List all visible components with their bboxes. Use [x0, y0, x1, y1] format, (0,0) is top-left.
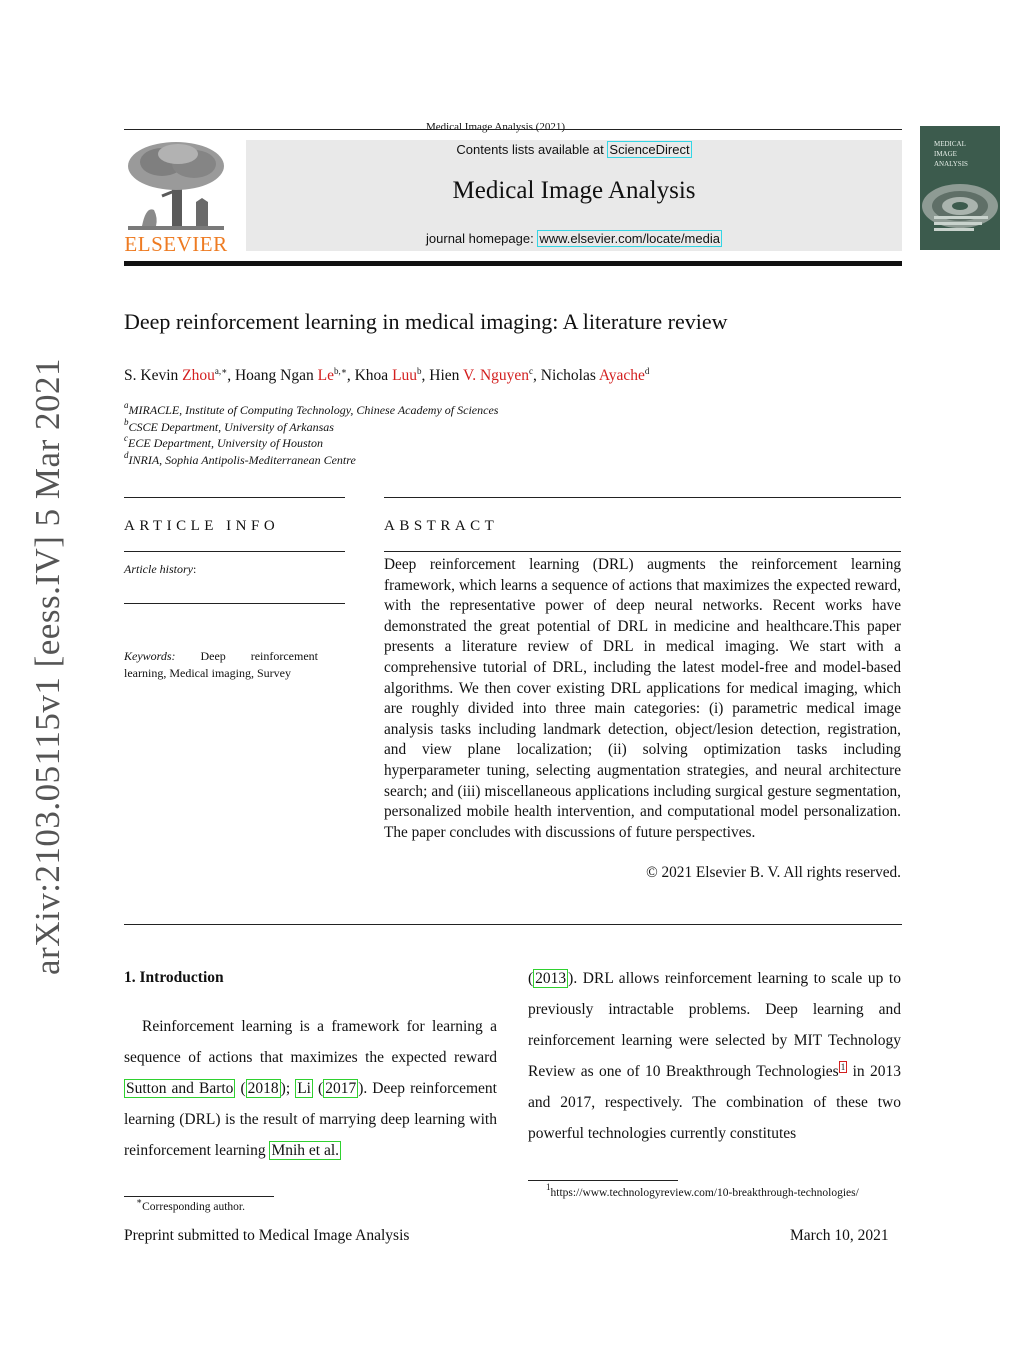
journal-homepage-line	[246, 231, 902, 246]
article-history-label: Article history	[124, 562, 193, 576]
affiliation-item	[124, 435, 498, 452]
affiliation-mark: d	[124, 449, 129, 460]
keywords-text: Deep reinforcement learning, Medical imaging, Survey	[124, 649, 318, 680]
footnote-mark: ∗	[136, 1196, 143, 1206]
article-info-rule-mid	[124, 551, 345, 552]
affiliation-text: INRIA, Sophia Antipolis-Mediterranean Centre	[128, 452, 356, 467]
paper-title: Deep reinforcement learning in medical imaging: A literature review	[124, 309, 728, 334]
article-info-rule-top	[124, 497, 345, 498]
author-affiliation-mark: a,∗	[214, 366, 228, 376]
abstract-rule-bottom	[124, 924, 902, 925]
intro-text: );	[280, 1080, 296, 1097]
publisher-name: ELSEVIER	[124, 232, 228, 256]
author-affiliation-mark: b,∗	[333, 366, 347, 376]
affiliation-text: ECE Department, University of Houston	[128, 436, 323, 450]
article-info-heading: ARTICLE INFO	[124, 518, 280, 534]
author-separator: ,	[346, 367, 355, 384]
author-last-name-link[interactable]: Le	[317, 367, 334, 384]
footer-preprint-note: Preprint submitted to Medical Image Analysis	[124, 1227, 410, 1244]
corresponding-author-text: Corresponding author.	[142, 1201, 245, 1213]
intro-text: ). Deep reinforcement learning (DRL) is the result of marrying deep learning with reinforcement learning	[124, 1080, 497, 1159]
elsevier-logo	[122, 140, 230, 256]
citation-link-li[interactable]: Li	[297, 1080, 311, 1097]
author-first-name: Hoang Ngan	[234, 367, 318, 384]
affiliation-mark: b	[124, 416, 129, 427]
footnote-rule-right	[528, 1180, 678, 1181]
keywords-label: Keywords:	[124, 649, 176, 663]
cover-image-icon	[920, 170, 1000, 230]
intro-text: ). DRL allows reinforcement learning to scale up to previously intractable problems. Deep learning and reinforcement learning were selected by MIT Technology Review as one of 10 Breakthrough Technologies	[528, 970, 901, 1080]
keywords-block	[124, 648, 318, 682]
author-affiliation-mark: b	[417, 366, 422, 376]
footer-date: March 10, 2021	[790, 1227, 889, 1244]
contents-prefix: Contents lists available at	[456, 142, 608, 157]
header-rule-thick	[124, 261, 902, 266]
author-separator: ,	[533, 367, 541, 384]
homepage-prefix: journal homepage:	[426, 231, 538, 246]
intro-text: (	[528, 970, 534, 987]
citation-link-sutton-barto[interactable]: Sutton and Barto	[126, 1080, 234, 1097]
cover-title	[934, 139, 968, 169]
citation-link-2018[interactable]: 2018	[247, 1080, 279, 1097]
cover-title-line-1: MEDICAL	[934, 140, 966, 148]
footnote-rule-left	[124, 1196, 274, 1197]
intro-text: in 2013 and 2017, respectively. The combination of these two powerful technologies currently constitutes	[528, 1063, 901, 1142]
footnote-url[interactable]: https://www.technologyreview.com/10-breakthrough-technologies/	[550, 1187, 859, 1199]
author-last-name-link[interactable]: V. Nguyen	[463, 367, 530, 384]
intro-text: Reinforcement learning is a framework for learning a sequence of actions that maximizes the expected reward	[124, 1018, 497, 1066]
journal-cover-thumbnail	[920, 126, 1000, 250]
affiliation-item	[124, 416, 498, 436]
abstract-rule-top	[384, 497, 901, 498]
affiliation-text: MIRACLE, Institute of Computing Technology, Chinese Academy of Sciences	[128, 403, 499, 417]
citation-link-2013[interactable]: 2013	[535, 970, 567, 987]
cover-title-line-3: ANALYSIS	[934, 160, 968, 168]
author-last-name-link[interactable]: Zhou	[182, 367, 215, 384]
affiliation-mark: c	[124, 433, 128, 443]
author-list	[124, 367, 649, 385]
journal-homepage-link[interactable]: www.elsevier.com/locate/media	[539, 231, 720, 246]
author-last-name-link[interactable]: Ayache	[598, 367, 645, 384]
cover-text-line	[934, 228, 974, 231]
contents-available-line	[246, 142, 902, 157]
copyright-notice: © 2021 Elsevier B. V. All rights reserved.	[646, 864, 901, 881]
abstract-heading: ABSTRACT	[384, 518, 499, 534]
intro-text: (	[235, 1080, 246, 1097]
abstract-body: Deep reinforcement learning (DRL) augments the reinforcement learning framework, which learns a sequence of actions that maximizes the expected reward, with the representative power of deep neural networks. Recent works have demonstrated the great potential of DRL in medicine and healthcare.This paper presents a literature review of DRL in medical imaging. We start with a comprehensive tutorial of DRL, including the latest model-free and model-based algorithms. We then cover existing DRL applications for medical imaging, which are roughly divided into three main categories: (i) parametric medical image analysis tasks including landmark detection, object/lesion detection, registration, and view plane localization; (ii) solving optimization tasks including hyperparameter tuning, selecting augmentation strategies, and neural architecture search; and (iii) miscellaneous applications including surgical gesture segmentation, personalized mobile health intervention, and computational model personalization. The paper concludes with discussions of future perspectives.	[384, 556, 901, 841]
journal-title: Medical Image Analysis	[452, 177, 696, 204]
intro-text: (	[312, 1080, 324, 1097]
tree-icon	[122, 140, 230, 232]
cover-text-line	[934, 216, 988, 219]
author-separator: ,	[227, 367, 235, 384]
intro-paragraph-left	[124, 1011, 497, 1166]
author-first-name: Khoa	[354, 367, 393, 384]
affiliation-text: CSCE Department, University of Arkansas	[128, 419, 334, 434]
author-first-name: S. Kevin	[124, 367, 183, 384]
author-first-name: Nicholas	[540, 367, 599, 384]
article-history-rule	[124, 603, 345, 604]
author-affiliation-mark: c	[529, 366, 534, 376]
affiliation-item	[124, 402, 498, 419]
arxiv-identifier: arXiv:2103.05115v1 [eess.IV] 5 Mar 2021	[28, 358, 67, 975]
abstract-rule-mid	[384, 551, 901, 552]
citation-link-mnih[interactable]: Mnih et al.	[271, 1142, 340, 1159]
article-history	[124, 562, 196, 577]
journal-citation-line: Medical Image Analysis (2021)	[426, 121, 565, 133]
intro-paragraph-right	[528, 963, 901, 1149]
cover-title-line-2: IMAGE	[934, 150, 957, 158]
author-affiliation-mark: d	[644, 366, 650, 376]
affiliation-list	[124, 402, 498, 468]
citation-link-2017[interactable]: 2017	[325, 1080, 357, 1097]
header-rule-top	[124, 129, 902, 130]
author-separator: ,	[421, 367, 430, 384]
footnote-link-1[interactable]: 1	[840, 1062, 846, 1072]
footnote-mark: 1	[546, 1182, 551, 1192]
affiliation-mark: a	[124, 400, 129, 410]
journal-header-band	[246, 140, 902, 251]
author-first-name: Hien	[429, 367, 464, 384]
author-last-name-link[interactable]: Luu	[392, 367, 418, 384]
corresponding-author-note	[136, 1196, 245, 1213]
sciencedirect-link[interactable]: ScienceDirect	[609, 142, 690, 157]
cover-text-line	[934, 222, 982, 225]
article-history-colon: :	[193, 562, 197, 576]
section-heading-introduction: 1. Introduction	[124, 969, 224, 986]
affiliation-item	[124, 449, 498, 469]
footnote-1	[528, 1182, 898, 1201]
